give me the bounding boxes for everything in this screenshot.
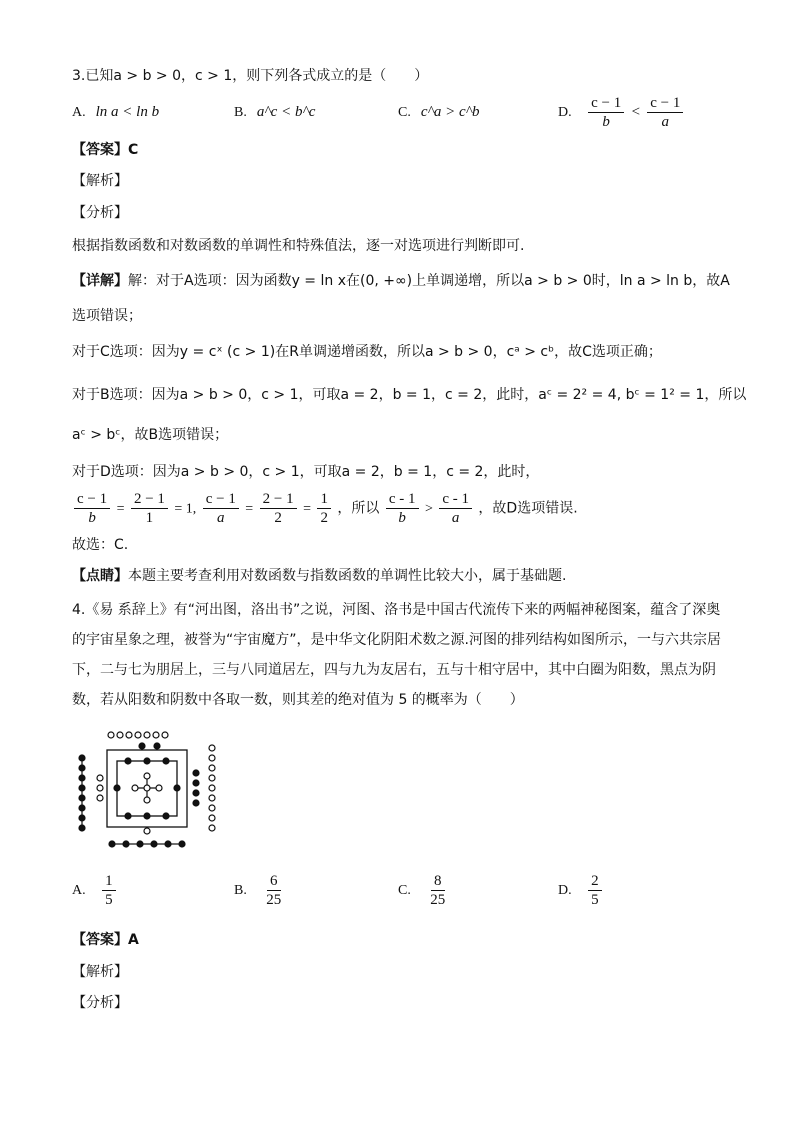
hetu-right-black-dot bbox=[193, 790, 199, 796]
hetu-right-white-dot bbox=[209, 745, 215, 751]
hetu-center-white-dot bbox=[144, 773, 150, 779]
hetu-top-black-dot bbox=[154, 743, 160, 749]
q3-dianjing: 【点睛】本题主要考查利用对数函数与指数函数的单调性比较大小，属于基础题. bbox=[72, 568, 567, 584]
hetu-center-white-dot bbox=[144, 797, 150, 803]
q4-stem-line2: 的宇宙星象之理，被誉为“宇宙魔方”，是中华文化阴阳术数之源.河图的排列结构如图所示，一与六共宗居 bbox=[72, 632, 721, 648]
q4-analysis-tag: 【解析】 bbox=[72, 964, 128, 980]
hetu-right-white-dot bbox=[209, 815, 215, 821]
hetu-right-white-dot bbox=[209, 755, 215, 761]
hetu-top-white-dot bbox=[144, 732, 150, 738]
hetu-right-black-dot bbox=[193, 770, 199, 776]
hetu-center-black-dot bbox=[163, 758, 169, 764]
q3-detail-b2: aᶜ > bᶜ，故B选项错误； bbox=[72, 427, 229, 443]
q3-fenxi: 根据指数函数和对数函数的单调性和特殊值法，逐一对选项进行判断即可. bbox=[72, 238, 525, 254]
q4-option-b: B. $\frac{6}{25}$ bbox=[234, 873, 282, 908]
q3-detail-b1: 对于B选项：因为a > b > 0，c > 1，可取a = 2，b = 1，c = 2，此时，aᶜ = 2² = 4, bᶜ = 1² = 1，所以 bbox=[72, 387, 747, 403]
q4-stem-line1: 4.《易 系辞上》有“河出图，洛出书”之说，河图、洛书是中国古代流传下来的两幅神秘图案，蕴含了深奥 bbox=[72, 602, 721, 618]
q3-detail-d1: 对于D选项：因为a > b > 0，c > 1，可取a = 2，b = 1，c = 2，此时， bbox=[72, 464, 540, 480]
q3-fenxi-tag: 【分析】 bbox=[72, 205, 128, 221]
q3-option-b: B. a^c < b^c bbox=[234, 104, 316, 120]
q3-analysis-tag: 【解析】 bbox=[72, 173, 128, 189]
q3-detail-line1: 【详解】解：对于A选项：因为函数y = ln x在(0, +∞)上单调递增，所以a > b > 0时，ln a > ln b，故A bbox=[72, 273, 730, 289]
q3-detail-line2: 选项错误； bbox=[72, 308, 142, 324]
hetu-bottom-black-dot bbox=[179, 841, 185, 847]
q3-detail-d2: $\frac{c - 1}{b}$ = $\frac{2 - 1}{1}$ = 1, $\frac{c - 1}{a}$ = $\frac{2 - 1}{2}$ = $\frac{1}{2}$ ，所以 $\frac{c - 1}{b}$ > $\frac{c - 1}{a}$ ，故D选项错误. bbox=[72, 490, 578, 527]
q3-choose: 故选：C. bbox=[72, 537, 129, 553]
hetu-center-black-dot bbox=[125, 813, 131, 819]
hetu-bottom-black-dot bbox=[109, 841, 115, 847]
hetu-right-white-dot bbox=[209, 805, 215, 811]
hetu-diagram bbox=[72, 728, 222, 853]
hetu-bottom-white-dot bbox=[144, 828, 150, 834]
hetu-center-black-dot bbox=[114, 785, 120, 791]
q4-answer: 【答案】A bbox=[72, 932, 139, 948]
hetu-top-white-dot bbox=[153, 732, 159, 738]
hetu-center-white-dot bbox=[132, 785, 138, 791]
q3-stem: 3.已知a > b > 0，c > 1，则下列各式成立的是（ ） bbox=[72, 68, 429, 84]
hetu-right-white-dot bbox=[209, 775, 215, 781]
q4-option-d: D. $\frac{2}{5}$ bbox=[558, 872, 604, 909]
hetu-bottom-black-dot bbox=[151, 841, 157, 847]
hetu-top-white-dot bbox=[135, 732, 141, 738]
q4-stem-line4: 数，若从阳数和阴数中各取一数，则其差的绝对值为 5 的概率为（ ） bbox=[72, 692, 524, 708]
q4-fenxi-tag: 【分析】 bbox=[72, 995, 128, 1011]
q3-option-a: A. ln a < ln b bbox=[72, 104, 160, 120]
hetu-center-black-dot bbox=[174, 785, 180, 791]
q3-answer: 【答案】C bbox=[72, 142, 139, 158]
hetu-bottom-black-dot bbox=[123, 841, 129, 847]
hetu-top-white-dot bbox=[126, 732, 132, 738]
hetu-bottom-black-dot bbox=[137, 841, 143, 847]
hetu-right-black-dot bbox=[193, 800, 199, 806]
hetu-center-black-dot bbox=[163, 813, 169, 819]
hetu-center-white-dot bbox=[156, 785, 162, 791]
q3-detail-c: 对于C选项：因为y = cˣ (c > 1)在R单调递增函数，所以a > b > 0，cᵃ > cᵇ，故C选项正确； bbox=[72, 344, 662, 360]
hetu-top-white-dot bbox=[117, 732, 123, 738]
hetu-right-black-dot bbox=[193, 780, 199, 786]
q4-option-a: A. $\frac{1}{5}$ bbox=[72, 872, 118, 909]
hetu-left-white-dot bbox=[97, 775, 103, 781]
hetu-top-white-dot bbox=[162, 732, 168, 738]
hetu-right-white-dot bbox=[209, 765, 215, 771]
hetu-center-black-dot bbox=[125, 758, 131, 764]
hetu-bottom-black-dot bbox=[165, 841, 171, 847]
q3-option-c: C. c^a > c^b bbox=[398, 104, 480, 120]
hetu-top-white-dot bbox=[108, 732, 114, 738]
hetu-right-white-dot bbox=[209, 785, 215, 791]
hetu-right-white-dot bbox=[209, 825, 215, 831]
hetu-top-black-dot bbox=[139, 743, 145, 749]
hetu-left-white-dot bbox=[97, 795, 103, 801]
q3-option-d: D. $\frac{c - 1}{b}$ < $\frac{c - 1}{a}$ bbox=[558, 94, 685, 131]
hetu-center-black-dot bbox=[144, 813, 150, 819]
q4-option-c: C. $\frac{8}{25}$ bbox=[398, 873, 446, 908]
hetu-right-white-dot bbox=[209, 795, 215, 801]
q4-stem-line3: 下，二与七为朋居上，三与八同道居左，四与九为友居右，五与十相守居中，其中白圈为阳数，黑点为阴 bbox=[72, 662, 716, 678]
hetu-center-black-dot bbox=[144, 758, 150, 764]
hetu-left-white-dot bbox=[97, 785, 103, 791]
hetu-center-white-dot bbox=[144, 785, 150, 791]
